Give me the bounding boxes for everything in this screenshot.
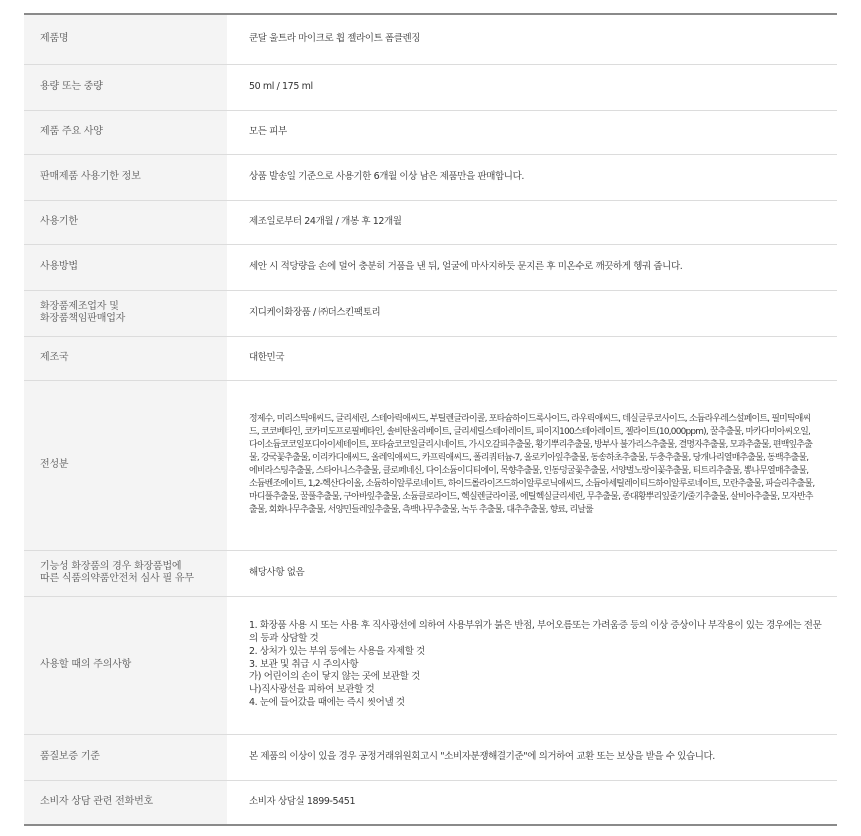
- table-row: [24, 64, 837, 110]
- product-info-section: [24, 13, 837, 826]
- table-row: [24, 596, 837, 734]
- table-row: [24, 780, 837, 825]
- row-label-manufacturer: 화장품제조업자 및 화장품책임판매업자: [24, 290, 227, 336]
- row-value-product-name: 쿤달 울트라 마이크로 휩 젤라이트 폼클렌징: [227, 14, 837, 64]
- row-label-cautions: 사용할 때의 주의사항: [24, 596, 227, 734]
- row-value-consumer-phone: 소비자 상담실 1899-5451: [249, 795, 356, 807]
- table-row: [24, 734, 837, 780]
- row-value-cautions: 1. 화장품 사용 시 또는 사용 후 직사광선에 의하여 사용부위가 붉은 반점, 부어오름또는 가려움증 등의 이상 증상이나 부작용이 있는 경우에는 전문의 등과 상담할 것 2. 상처가 있는 부위 등에는 사용을 자제할 것 3. 보관 및 취급 시 주의사항 가) 어린이의 손이 닿지 않는 곳에 보관할 것 나)직사광선을 피하여 보관할 것 4. 눈에 들어갔을 때에는 즉시 씻어낼 것: [227, 596, 837, 734]
- row-value-quality-guarantee: 본 제품의 이상이 있을 경우 공정거래위원회고시 "소비자분쟁해결기준"에 의거하여 교환 또는 보상을 받을 수 있습니다.: [227, 734, 837, 780]
- table-row: [24, 336, 837, 380]
- row-value-shelf-life-info: 상품 발송일 기준으로 사용기한 6개월 이상 남은 제품만을 판매합니다.: [227, 154, 837, 200]
- table-row: [24, 380, 837, 550]
- row-value-specification: 모든 피부: [227, 110, 837, 154]
- table-row: [24, 154, 837, 200]
- row-label-consumer-phone: 소비자 상담 관련 전화번호: [24, 780, 227, 825]
- row-label-country: 제조국: [24, 336, 227, 380]
- product-info-table: [24, 13, 837, 826]
- row-value-manufacturer: 지디케이화장품 / ㈜더스킨팩토리: [227, 290, 837, 336]
- row-label-volume: 용량 또는 중량: [24, 64, 227, 110]
- row-label-expiry: 사용기한: [24, 200, 227, 244]
- table-row: [24, 244, 837, 290]
- row-value-volume: 50 ml / 175 ml: [227, 64, 837, 110]
- row-label-functional-review: 기능성 화장품의 경우 화장품법에 따른 식품의약품안전처 심사 필 유무: [24, 550, 227, 596]
- table-row: [24, 550, 837, 596]
- row-label-specification: 제품 주요 사양: [24, 110, 227, 154]
- row-value-usage: 세안 시 적당량을 손에 덜어 충분히 거품을 낸 뒤, 얼굴에 마사지하듯 문지른 후 미온수로 깨끗하게 헹궈 줍니다.: [227, 244, 837, 290]
- row-value-expiry: 제조일로부터 24개월 / 개봉 후 12개월: [227, 200, 837, 244]
- row-label-shelf-life-info: 판매제품 사용기한 정보: [24, 154, 227, 200]
- row-value-functional-review: 해당사항 없음: [227, 550, 837, 596]
- row-label-usage: 사용방법: [24, 244, 227, 290]
- row-label-ingredients: 전성분: [24, 380, 227, 550]
- row-label-quality-guarantee: 품질보증 기준: [24, 734, 227, 780]
- row-label-product-name: 제품명: [24, 14, 227, 64]
- table-row: [24, 200, 837, 244]
- table-row: [24, 290, 837, 336]
- table-row: [24, 110, 837, 154]
- table-row: [24, 14, 837, 64]
- row-value-country: 대한민국: [227, 336, 837, 380]
- row-value-ingredients: 정제수, 미리스틱애씨드, 글리세린, 스테아릭애씨드, 부틸렌글라이콜, 포타슘하이드록사이드, 라우릭애씨드, 데실글루코사이드, 소듐라우레스설페이트, 필미틱애씨드, 코코베타인, 코카미도프로필베타인, 솔비탄올리베이트, 글리세릴스테아레이트, 피이지100스테아레이트, 젤라이트(10,000ppm), 꿀추출물, 마카다미아씨오일, 다이소듐코코일포디아이세테이트, 포타슘코코일글리시네이트, 가시오갈피추출물, 황기뿌리추출물, 방부사 불가리스추출물, 결명자추출물, 모과추출물, 편백잎추출물, 강국꽃추출물, 이리카디애씨드, 올레익애씨드, 카프릭애씨드, 폴리쿼터늄-7, 올로키아잎추출물, 동송하초추출물, 두충추출물, 당개나리열매추출물, 동백추출물, 에비라스팅추출물, 스타아니스추출물, 클로페네신, 다이소듐이디티에이, 목향추출물, 인동덩굴꽃추출물, 서양벌노랑이꽃추출물, 티트리추출물, 뽕나무열매추출물, 소듐벤조에이트, 1,2-헥산다이올, 소듐하이알루로네이트, 하이드롤라이즈드하이알루로닉애씨드, 소듐아세틸레이티드하이알루로네이트, 모란추출물, 파슬리추출물, 마디풀추출물, 꿀풀추출물, 구아바잎추출물, 소듐클로라이드, 헥실렌글라이콜, 에틸헥실글리세린, 무추출물, 종대황뿌리잎줄기/줄기추출물, 살비아추출물, 모자반추출물, 회화나무추출물, 서양민들레잎추출물, 측백나무추출물, 녹두 추출물, 대추추출물, 향료, 리날룰: [227, 380, 837, 550]
